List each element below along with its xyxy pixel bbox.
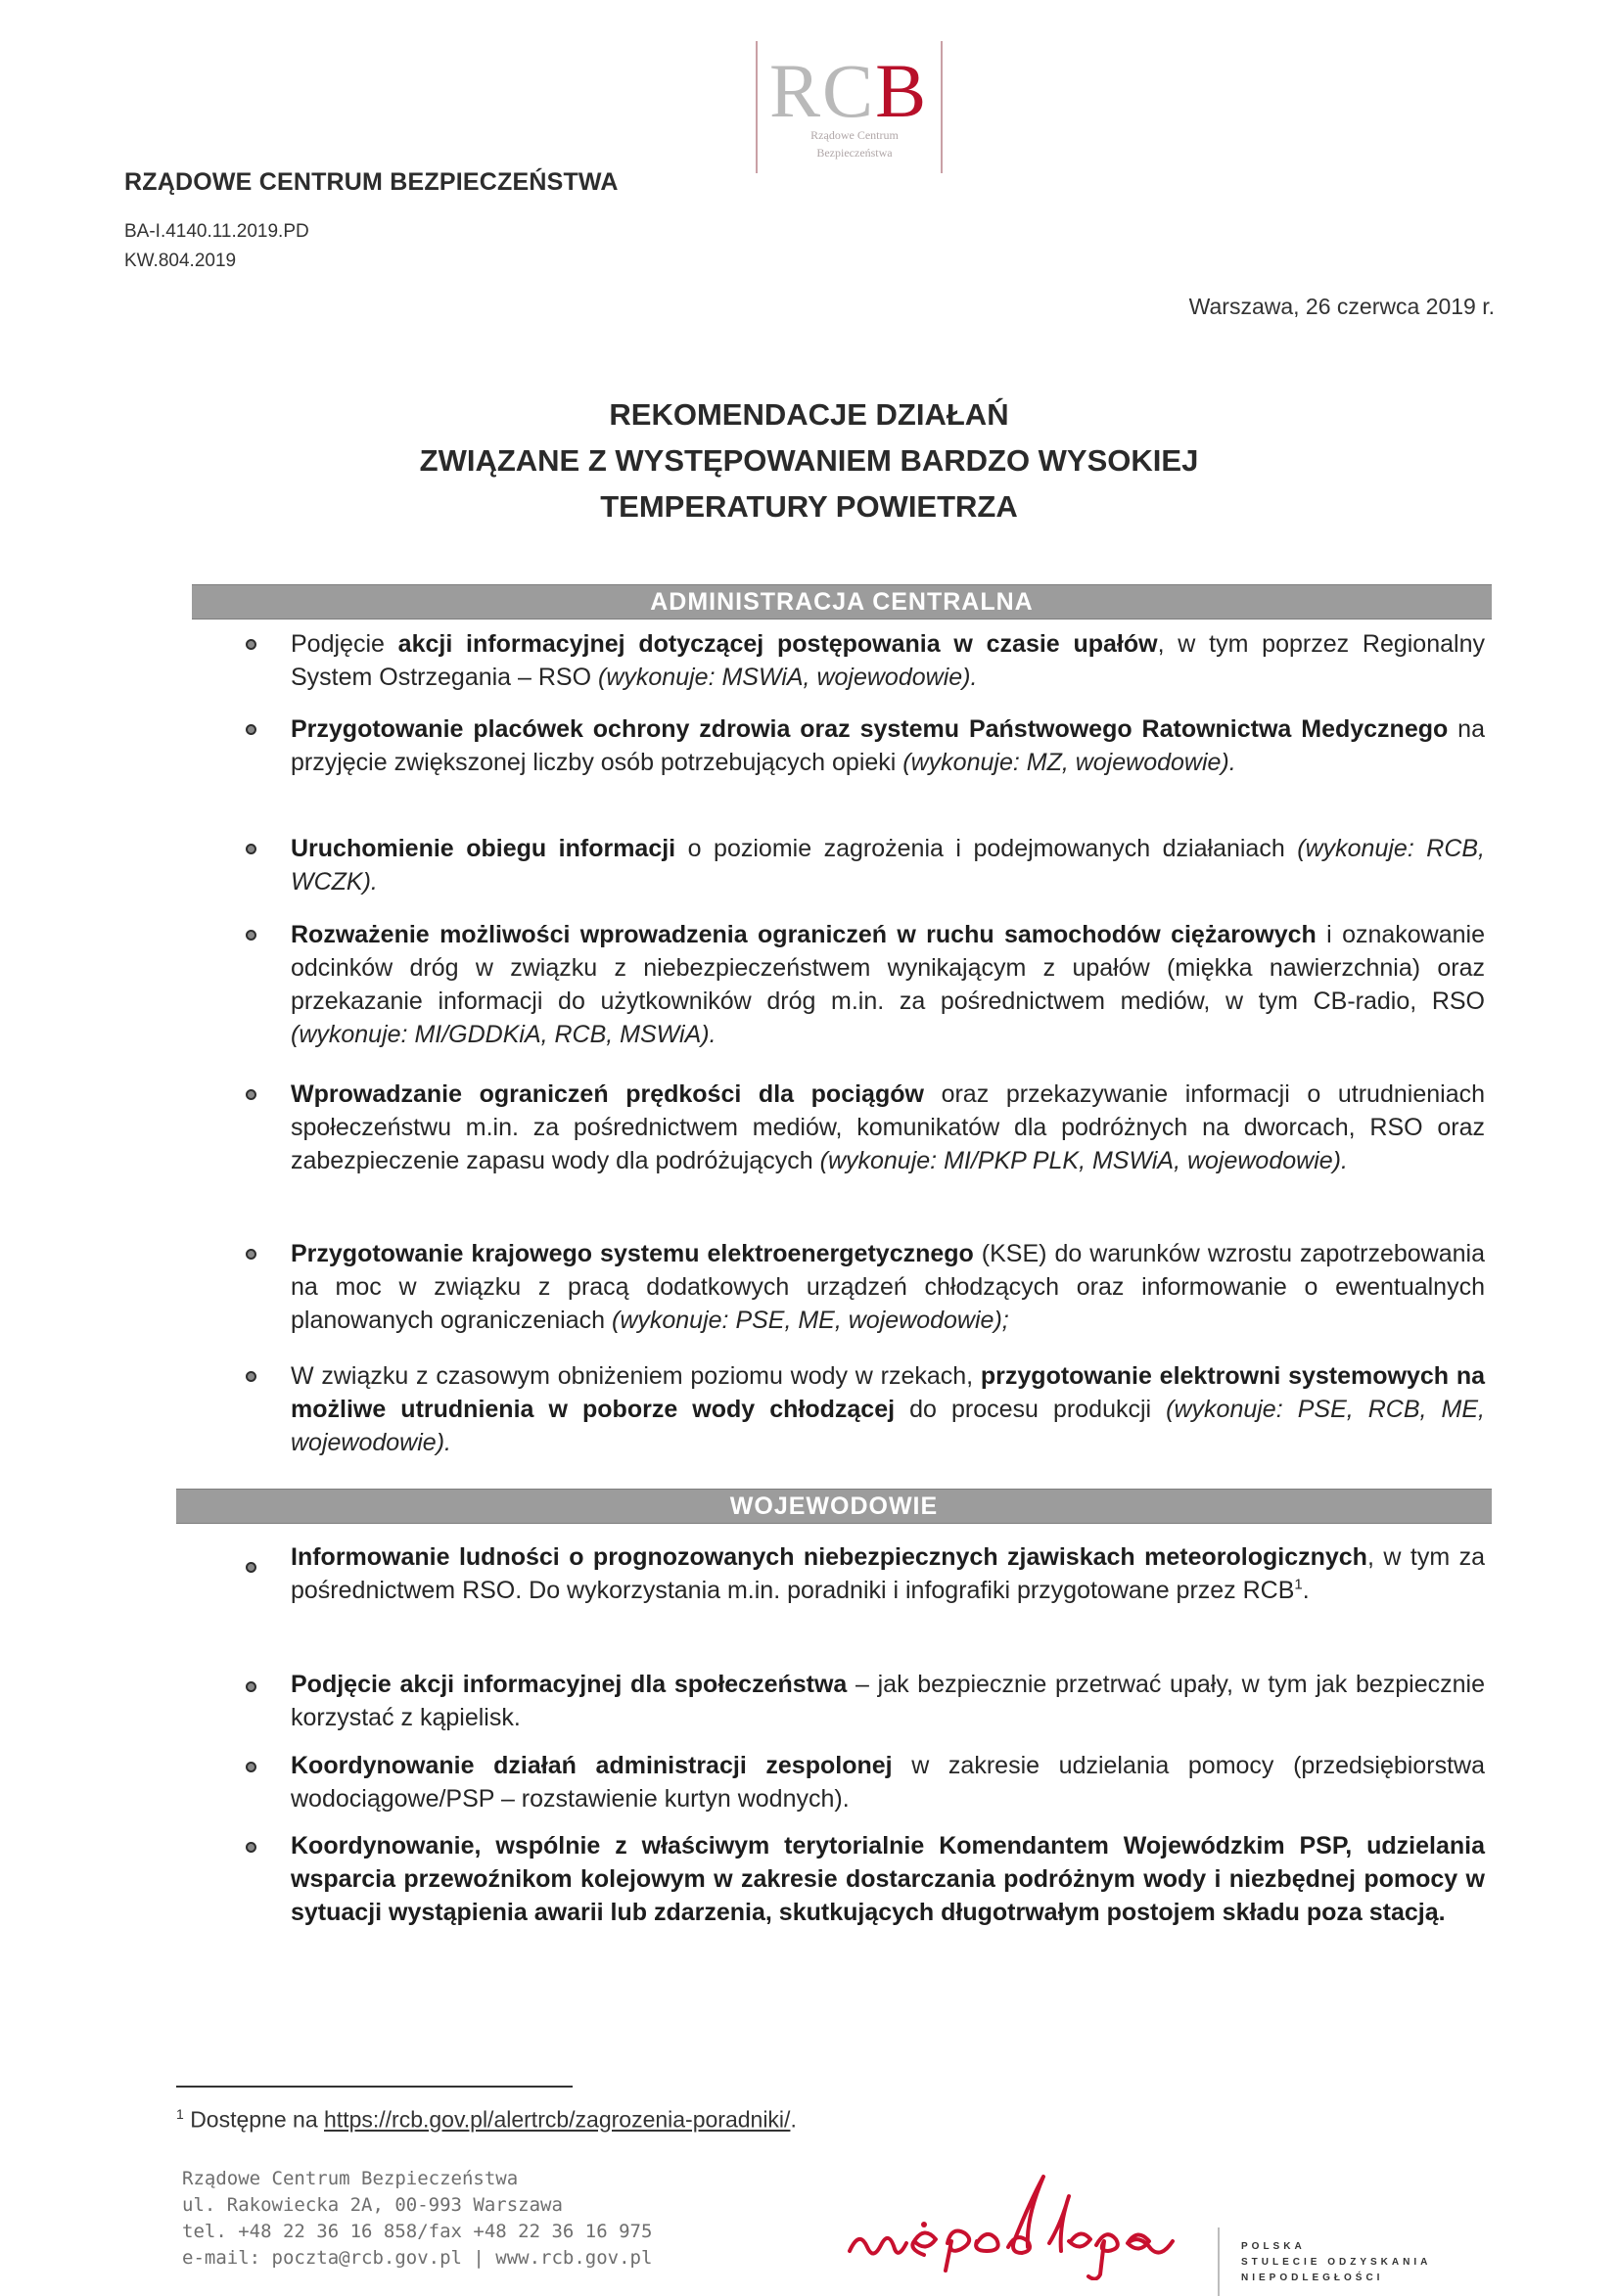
logo-letters-b: B xyxy=(875,48,929,133)
bold-text: Koordynowanie, wspólnie z właściwym terytorialnie Komendantem Wojewódzkim PSP, udzielania wsparcia przewoźnikom kolejowym w zakresie dostarczania podróżnym wody i niezbędnej pomocy w sytuacji wystąpienia awarii lub zdarzenia, skutkujących długotrwałym postojem składu poza stacją. xyxy=(291,1832,1485,1926)
footnote-end: . xyxy=(790,2106,797,2133)
text: w zakresie udzielania pomocy (przedsiębiorstwa wodociągowe/PSP – rozstawienie kurtyn wodnych). xyxy=(291,1752,1485,1813)
bullet-icon xyxy=(246,1089,256,1100)
list-item xyxy=(291,1749,1485,1815)
bullet-icon xyxy=(246,639,256,650)
bullet-icon xyxy=(246,1842,256,1853)
bold-text: Wprowadzanie ograniczeń prędkości dla pociągów xyxy=(291,1080,924,1108)
logo-subtitle-1: Rządowe Centrum xyxy=(810,128,899,142)
bold-text: Uruchomienie obiegu informacji xyxy=(291,835,676,862)
bold-text: Przygotowanie krajowego systemu elektroenergetycznego xyxy=(291,1240,974,1267)
text: Podjęcie xyxy=(291,630,398,658)
bold-text: Koordynowanie działań administracji zespolonej xyxy=(291,1752,893,1779)
text: na przyjęcie zwiększonej liczby osób potrzebujących opieki xyxy=(291,715,1485,776)
case-signature-1: BA-I.4140.11.2019.PD xyxy=(124,221,309,242)
footnote-number: 1 xyxy=(176,2106,184,2122)
bold-text: Rozważenie możliwości wprowadzenia ograniczeń w ruchu samochodów ciężarowych xyxy=(291,921,1317,948)
niepodlegla-signature-logo xyxy=(840,2163,1202,2280)
list-item xyxy=(291,1078,1485,1177)
section-heading: ADMINISTRACJA CENTRALNA xyxy=(650,588,1034,616)
text: , w tym za pośrednictwem RSO. Do wykorzystania m.in. poradniki i infografiki przygotowane przez RCB xyxy=(291,1543,1486,1604)
italic-text: (wykonuje: MZ, wojewodowie). xyxy=(902,749,1236,776)
document-title-line-1: REKOMENDACJE DZIAŁAŃ xyxy=(609,397,1009,432)
list-item xyxy=(291,832,1485,898)
text: oraz przekazywanie informacji o utrudnieniach społeczeństwu m.in. za pośrednictwem mediów, komunikatów dla podróżnych na dworcach, RSO oraz zabezpieczenie zapasu wody dla podróżujących xyxy=(291,1080,1485,1174)
text: o poziomie zagrożenia i podejmowanych działaniach xyxy=(675,835,1298,862)
bold-text: akcji informacyjnej dotyczącej postępowania w czasie upałów xyxy=(397,630,1158,658)
list-item xyxy=(291,1237,1485,1337)
text: , w tym poprzez Regionalny System Ostrzegania – RSO xyxy=(291,630,1485,691)
list-item xyxy=(291,712,1485,779)
bold-text: Podjęcie akcji informacyjnej dla społeczeństwa xyxy=(291,1671,848,1698)
bullet-icon xyxy=(246,724,256,735)
bullet-icon xyxy=(246,1762,256,1772)
footnote-text: Dostępne na xyxy=(190,2106,325,2133)
list-item xyxy=(291,918,1485,1051)
brand-divider xyxy=(1218,2227,1220,2296)
bold-text: Informowanie ludności o prognozowanych niebezpiecznych zjawiskach meteorologicznych xyxy=(291,1543,1367,1571)
footnote-reference: 1 xyxy=(1294,1576,1303,1593)
list-item xyxy=(291,627,1485,694)
address-email-web: e-mail: poczta@rcb.gov.pl | www.rcb.gov.pl xyxy=(182,2247,653,2269)
section-bar-central-administration xyxy=(192,584,1492,620)
list-item xyxy=(291,1668,1485,1734)
document-date: Warszawa, 26 czerwca 2019 r. xyxy=(1188,294,1495,319)
list-item xyxy=(291,1359,1485,1459)
italic-text: (wykonuje: MSWiA, wojewodowie). xyxy=(598,664,978,691)
text: i oznakowanie odcinków dróg w związku z niebezpieczeństwem wynikającym z upałów (miękka nawierzchnia) oraz przekazanie informacji do użytkowników dróg m.in. za pośrednictwem mediów, w tym CB-radio, RSO xyxy=(291,921,1486,1015)
text: do procesu produkcji xyxy=(895,1396,1167,1423)
address-phone: tel. +48 22 36 16 858/fax +48 22 36 16 975 xyxy=(182,2221,653,2242)
bullet-icon xyxy=(246,844,256,854)
italic-text: (wykonuje: RCB, WCZK). xyxy=(291,835,1485,895)
bullet-icon xyxy=(246,1681,256,1692)
brand-text-poland: POLSKA xyxy=(1241,2241,1306,2252)
section-bar-voivodes xyxy=(176,1489,1492,1524)
text: W związku z czasowym obniżeniem poziomu wody w rzekach, xyxy=(291,1362,981,1390)
bullet-icon xyxy=(246,930,256,941)
list-item xyxy=(291,1540,1485,1607)
organization-name: RZĄDOWE CENTRUM BEZPIECZEŃSTWA xyxy=(124,168,619,196)
italic-text: (wykonuje: PSE, RCB, ME, wojewodowie). xyxy=(291,1396,1486,1456)
bullet-icon xyxy=(246,1249,256,1260)
section-heading: WOJEWODOWIE xyxy=(729,1492,939,1520)
footnote-separator xyxy=(176,2086,573,2088)
document-title-line-2: ZWIĄZANE Z WYSTĘPOWANIEM BARDZO WYSOKIEJ xyxy=(419,443,1199,478)
bold-text: przygotowanie elektrowni systemowych na możliwe utrudnienia w poborze wody chłodzącej xyxy=(291,1362,1485,1423)
footnote-link[interactable]: https://rcb.gov.pl/alertrcb/zagrozenia-poradniki/ xyxy=(324,2106,791,2133)
text: . xyxy=(1302,1577,1310,1604)
text: (KSE) do warunków wzrostu zapotrzebowania na moc w związku z pracą dodatkowych urządzeń chłodzących oraz informowanie o ewentualnych planowanych ograniczeniach xyxy=(291,1240,1485,1334)
address-street: ul. Rakowiecka 2A, 00-993 Warszawa xyxy=(182,2194,563,2216)
bold-text: Przygotowanie placówek ochrony zdrowia oraz systemu Państwowego Ratownictwa Medycznego xyxy=(291,715,1449,743)
brand-text-century: STULECIE ODZYSKANIA xyxy=(1241,2257,1432,2268)
list-item xyxy=(291,1829,1485,1929)
logo-letters xyxy=(769,48,929,133)
italic-text: (wykonuje: MI/GDDKiA, RCB, MSWiA). xyxy=(291,1021,717,1048)
text: – jak bezpiecznie przetrwać upały, w tym jak bezpiecznie korzystać z kąpielisk. xyxy=(291,1671,1486,1731)
logo-right-rule xyxy=(941,41,943,173)
case-signature-2: KW.804.2019 xyxy=(124,251,237,271)
italic-text: (wykonuje: MI/PKP PLK, MSWiA, wojewodowie). xyxy=(819,1147,1348,1174)
address-name: Rządowe Centrum Bezpieczeństwa xyxy=(182,2168,519,2189)
bullet-icon xyxy=(246,1562,256,1573)
logo-subtitle-2: Bezpieczeństwa xyxy=(816,146,893,160)
logo-letters-rc: RC xyxy=(769,48,876,133)
italic-text: (wykonuje: PSE, ME, wojewodowie); xyxy=(612,1307,1009,1334)
footnote xyxy=(176,2106,797,2134)
brand-text-independence: NIEPODLEGŁOŚCI xyxy=(1241,2273,1384,2283)
bullet-icon xyxy=(246,1371,256,1382)
document-title-line-3: TEMPERATURY POWIETRZA xyxy=(600,489,1018,524)
logo-left-rule xyxy=(756,41,758,173)
